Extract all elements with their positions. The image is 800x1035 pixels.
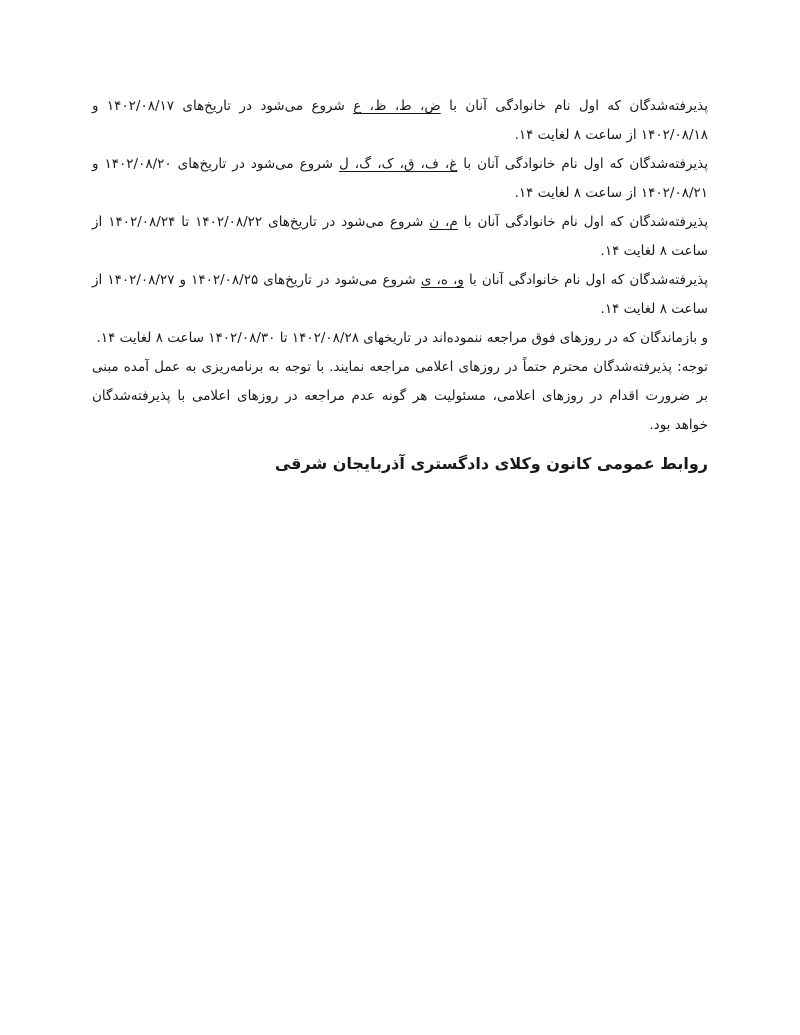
document-body	[92, 92, 708, 496]
schedule-paragraph-3	[92, 208, 708, 266]
surname-letters: ض، ط، ظ، ع	[353, 98, 441, 114]
schedule-paragraph-4	[92, 266, 708, 324]
note-paragraph: توجه: پذیرفته‌شدگان محترم حتماً در روزهای اعلامی مراجعه نمایند. با توجه به برنامه‌ریزی به عمل آمده مبنی بر ضرورت اقدام در روزهای اعلامی، مسئولیت هر گونه عدم مراجعه در روزهای اعلامی با پذیرفته‌شدگان خواهد بود.	[92, 359, 708, 433]
surname-letters: م، ن	[429, 214, 458, 230]
paragraph-text-before: پذیرفته‌شدگان که اول نام خانوادگی آنان با	[457, 156, 709, 172]
schedule-paragraph-2	[92, 150, 708, 208]
paragraph-text-before: پذیرفته‌شدگان که اول نام خانوادگی آنان با	[440, 98, 709, 114]
paragraph-text-after: شروع می‌شود در تاریخ‌های ۱۴۰۲/۰۸/۱۷ و ۱۴۰۲/۰۸/۱۸ از ساعت ۸ لغایت ۱۴.	[92, 98, 708, 143]
paragraph-text-after: شروع می‌شود در تاریخ‌های ۱۴۰۲/۰۸/۲۵ و ۱۴۰۲/۰۸/۲۷ از ساعت ۸ لغایت ۱۴.	[92, 272, 708, 317]
paragraph-text-before: پذیرفته‌شدگان که اول نام خانوادگی آنان با	[463, 272, 709, 288]
paragraph-text-after: شروع می‌شود در تاریخ‌های ۱۴۰۲/۰۸/۲۲ تا ۱۴۰۲/۰۸/۲۴ از ساعت ۸ لغایت ۱۴.	[92, 214, 708, 259]
schedule-paragraph-1	[92, 92, 708, 150]
paragraph-text-before: پذیرفته‌شدگان که اول نام خانوادگی آنان با	[457, 214, 709, 230]
signature: روابط عمومی کانون وکلای دادگستری آذربایجان شرقی	[274, 454, 708, 473]
surname-letters: و، ه، ی	[420, 272, 464, 288]
paragraph-text-after: شروع می‌شود در تاریخ‌های ۱۴۰۲/۰۸/۲۰ و ۱۴۰۲/۰۸/۲۱ از ساعت ۸ لغایت ۱۴.	[92, 156, 708, 201]
surname-letters: غ، ف، ق، ک، گ، ل	[338, 156, 458, 172]
remaining-applicants-paragraph: و بازماندگان که در روزهای فوق مراجعه ننموده‌اند در تاریخهای ۱۴۰۲/۰۸/۲۸ تا ۱۴۰۲/۰۸/۳۰ ساعت ۸ لغایت ۱۴.	[96, 330, 708, 346]
